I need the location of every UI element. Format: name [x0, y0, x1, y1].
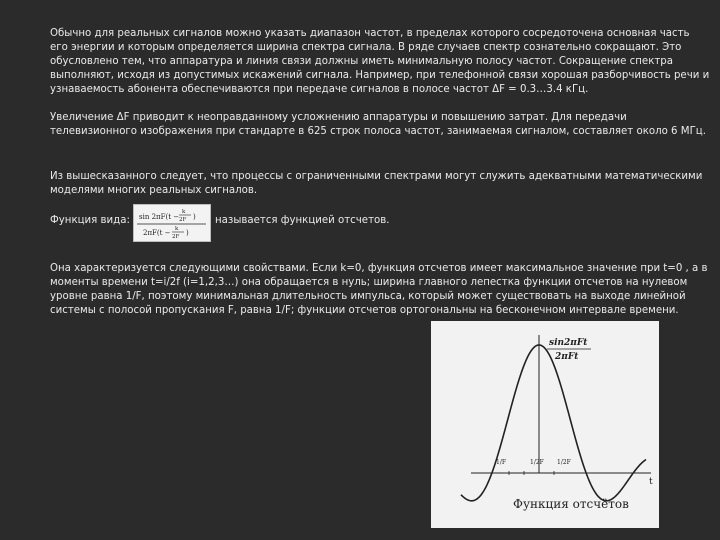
svg-text:k: k [182, 209, 186, 215]
figure-caption: Функция отсчётов [513, 497, 629, 511]
paragraph-conclusion: Из вышесказанного следует, что процессы с ограниченными спектрами могут служить адекватными математическими моделями многих реальных сигналов. [50, 171, 703, 196]
function-intro-label: Функция вида: [50, 215, 130, 226]
paragraph-bandwidth: Обычно для реальных сигналов можно указать диапазон частот, в пределах которого сосредоточена основная часть его энергии и которым определяется ширина спектра сигнала. В ряде случаев спектр сознательно сокращают. Это обусловлено тем, что аппаратура и линия связи должны иметь минимальную полосу частот. Сокращение спектра выполняют, исходя из допустимых искажений сигнала. Например, при телефонной связи хорошая разборчивость речи и узнаваемость абонента обеспечиваются при передаче сигналов в полосе частот ΔF = 0.3…3.4 кГц. [50, 28, 710, 95]
axis-end-label: t [649, 477, 653, 487]
paragraph-properties: Она характеризуется следующими свойствами. Если k=0, функция отсчетов имеет максимальное значение при t=0 , а в моменты времени t=i/2f (i=1,2,3…) она обращается в нуль; ширина главного лепестка функции отсчетов на нулевом уровне равна 1/F, поэтому минимальная длительность импульса, который может существовать на выходе линейной системы с полосой пропускания F, равна 1/F; функции отсчетов ортогональны на бесконечном интервале времени. [50, 263, 708, 316]
svg-text:): ) [193, 213, 196, 221]
svg-text:): ) [186, 229, 189, 237]
sinc-figure [431, 321, 659, 528]
svg-text:2F: 2F [179, 217, 187, 223]
paragraph-bandwidth-increase: Увеличение ΔF приводит к неоправданному усложнению аппаратуры и повышению затрат. Для передачи телевизионного изображения при стандарте в 625 строк полоса частот, занимаемая сигналом, составляет около 6 МГц. [50, 112, 706, 137]
sampling-function-formula [133, 204, 211, 242]
tick-label-2: 1/2F [530, 459, 544, 466]
y-label-denominator: 2πFt [555, 352, 579, 362]
svg-text:2πF(t −: 2πF(t − [143, 229, 171, 237]
formula-graphic [134, 205, 210, 241]
svg-text:2F: 2F [172, 234, 180, 240]
tick-label-1: 1/F [496, 459, 507, 466]
function-name-text: называется функцией отсчетов. [215, 215, 390, 226]
svg-text:sin 2πF(t −: sin 2πF(t − [139, 213, 180, 221]
y-label-numerator: sin2πFt [549, 338, 588, 348]
sinc-curve [461, 345, 646, 501]
tick-label-3: 1/2F [557, 459, 571, 466]
svg-text:k: k [175, 226, 179, 232]
